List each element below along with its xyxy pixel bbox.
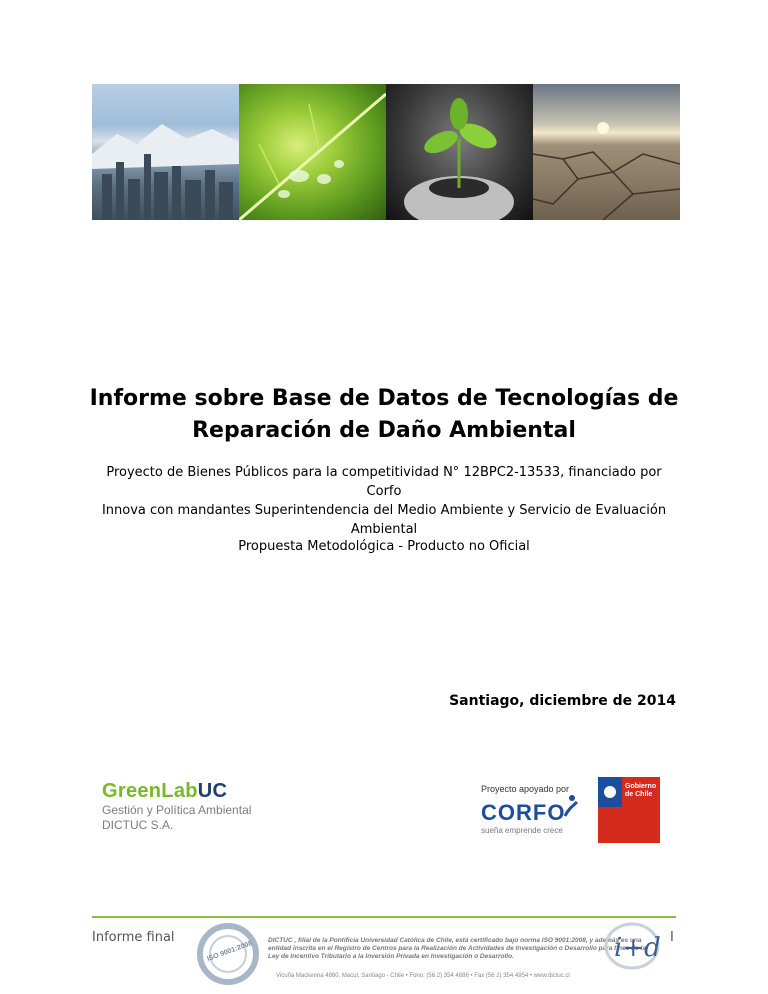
gobierno-line-1: Gobierno xyxy=(625,783,657,790)
corfo-logo xyxy=(481,794,581,834)
greenlab-logo xyxy=(102,780,251,833)
footer-divider xyxy=(92,916,676,918)
iso-seal-text: ISO 9001:2008 xyxy=(206,940,254,963)
dictuc-certification-text: DICTUC , filial de la Pontificia Universidad Católica de Chile, está certificado bajo norma ISO 9001:2008, y además es una entidad inscrita en el Registro de Centros para la Realización de Actividades de Investigación o Desarrollo para fines de la Ley de Incentivo Tributario a la Inversión Privada en Investigación o Desarrollo. xyxy=(268,937,646,960)
corfo-word: CORFO xyxy=(481,800,566,825)
footer-label: Informe final xyxy=(92,930,175,945)
city-mountains-image xyxy=(92,84,239,220)
hands-seedling-image xyxy=(386,84,533,220)
document-date: Santiago, diciembre de 2014 xyxy=(449,693,676,709)
cracked-earth-image xyxy=(533,84,680,220)
gobierno-line-2: de Chile xyxy=(625,791,653,798)
leaf-drops-image xyxy=(239,84,386,220)
subtitle-line-3: Ambiental xyxy=(350,522,418,537)
greenlab-line-1: Gestión y Política Ambiental xyxy=(102,803,252,817)
gobierno-de-chile-logo xyxy=(598,777,660,843)
corfo-figure-icon xyxy=(563,794,579,818)
iso-certification-seal xyxy=(196,922,260,986)
subtitle-line-2: Innova con mandantes Superintendencia del Medio Ambiente y Servicio de Evaluación xyxy=(101,503,667,518)
greenlab-brand: GreenLab xyxy=(102,780,198,802)
subtitle-line-1: Proyecto de Bienes Públicos para la competitividad N° 12BPC2-13533, financiado por Corfo xyxy=(106,465,662,499)
document-subtitle xyxy=(90,463,678,539)
title-line-1: Informe sobre Base de Datos de Tecnologías de xyxy=(89,386,679,411)
page-number: I xyxy=(670,930,674,945)
greenlab-uc: UC xyxy=(197,780,228,802)
methodology-note: Propuesta Metodológica - Producto no Oficial xyxy=(238,539,530,554)
svg-text:i+d: i+d xyxy=(614,933,660,963)
dictuc-address: Vicuña Mackenna 4860, Macul, Santiago - Chile • Fono: (56 2) 354 4886 • Fax (56 2) 354 4954 • www.dictuc.cl xyxy=(276,973,570,979)
document-title xyxy=(60,383,708,447)
id-logo-icon xyxy=(604,920,660,972)
corfo-tagline: sueña emprende crece xyxy=(481,826,563,835)
corfo-support-label: Proyecto apoyado por xyxy=(481,784,570,794)
greenlab-line-2: DICTUC S.A. xyxy=(102,818,174,832)
cover-banner xyxy=(92,84,680,220)
title-line-2: Reparación de Daño Ambiental xyxy=(192,418,576,443)
